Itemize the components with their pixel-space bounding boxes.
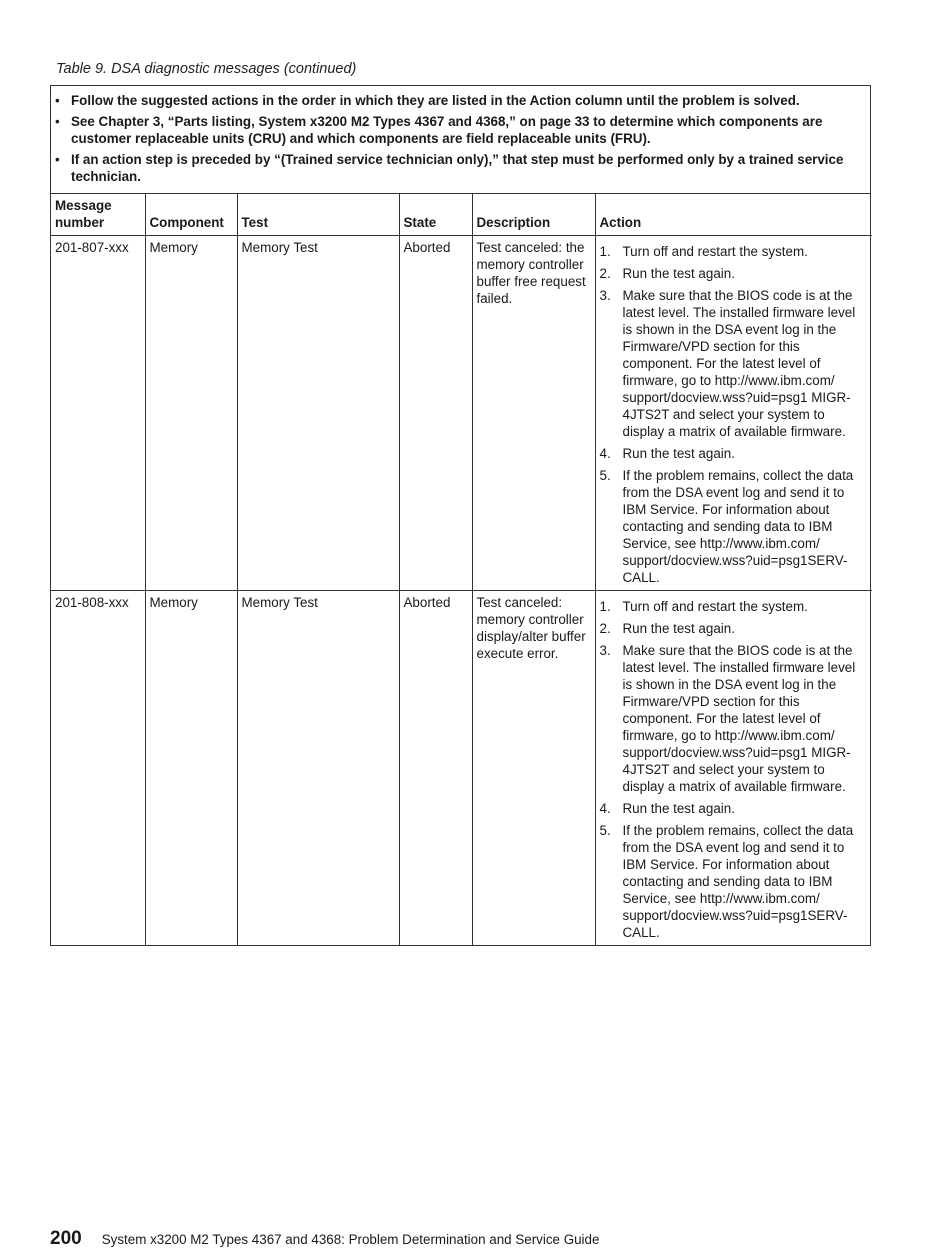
step-text: Turn off and restart the system. (622, 244, 808, 259)
header-state: State (399, 194, 472, 236)
message-number-cell: 201-808-xxx (51, 591, 145, 946)
instruction-item: • Follow the suggested actions in the order in which they are listed in the Action column until the problem is solved. (55, 92, 860, 109)
action-step (600, 642, 867, 795)
diagnostic-table-frame (50, 85, 871, 946)
step-number: 3. (599, 288, 611, 303)
step-number: 5. (599, 823, 611, 838)
step-text: Run the test again. (622, 446, 735, 461)
state-cell: Aborted (399, 236, 472, 591)
component-cell: Memory (145, 591, 237, 946)
step-number: 1. (599, 599, 611, 614)
step-number: 2. (599, 266, 611, 281)
step-number: 3. (599, 643, 611, 658)
description-cell: Test canceled: memory controller display/alter buffer execute error. (472, 591, 595, 946)
action-step (600, 598, 867, 615)
action-step (600, 287, 867, 440)
action-cell (595, 236, 872, 591)
message-number-cell: 201-807-xxx (51, 236, 145, 591)
table-header-row (51, 194, 872, 236)
header-description: Description (472, 194, 595, 236)
test-cell: Memory Test (237, 591, 399, 946)
table-row (51, 236, 872, 591)
action-steps (600, 598, 867, 941)
diagnostic-messages-table (51, 194, 872, 945)
page-number: 200 (50, 1228, 82, 1249)
action-cell (595, 591, 872, 946)
header-action: Action (595, 194, 872, 236)
step-number: 2. (599, 621, 611, 636)
step-text: Run the test again. (622, 266, 735, 281)
table-row (51, 591, 872, 946)
header-message-number: Message number (51, 194, 145, 236)
action-steps (600, 243, 867, 586)
step-text: If the problem remains, collect the data from the DSA event log and send it to IBM Service. For information about contacting and sending data to IBM Service, see http://www.ibm.com/ support/docview.wss?uid=psg1SERV-CALL. (622, 823, 854, 940)
instructions-list (51, 86, 870, 194)
test-cell: Memory Test (237, 236, 399, 591)
action-step (600, 243, 867, 260)
instruction-item: • See Chapter 3, “Parts listing, System x3200 M2 Types 4367 and 4368,” on page 33 to determine which components are customer replaceable units (CRU) and which components are field replaceable units (FRU). (55, 113, 860, 147)
step-text: Make sure that the BIOS code is at the latest level. The installed firmware level is shown in the DSA event log in the Firmware/VPD section for this component. For the latest level of firmware, go to http://www.ibm.com/ support/docview.wss?uid=psg1 MIGR-4JTS2T and select your system to display a matrix of available firmware. (622, 643, 856, 794)
step-text: Make sure that the BIOS code is at the latest level. The installed firmware level is shown in the DSA event log in the Firmware/VPD section for this component. For the latest level of firmware, go to http://www.ibm.com/ support/docview.wss?uid=psg1 MIGR-4JTS2T and select your system to display a matrix of available firmware. (622, 288, 856, 439)
header-component: Component (145, 194, 237, 236)
action-step (600, 467, 867, 586)
instruction-item: • If an action step is preceded by “(Trained service technician only),” that step must be performed only by a trained service technician. (55, 151, 860, 185)
page-footer (50, 1228, 599, 1250)
action-step (600, 265, 867, 282)
step-text: Run the test again. (622, 801, 735, 816)
step-text: If the problem remains, collect the data from the DSA event log and send it to IBM Service. For information about contacting and sending data to IBM Service, see http://www.ibm.com/ support/docview.wss?uid=psg1SERV-CALL. (622, 468, 854, 585)
action-step (600, 822, 867, 941)
state-cell: Aborted (399, 591, 472, 946)
table-caption: Table 9. DSA diagnostic messages (continued) (56, 61, 357, 77)
footer-title: System x3200 M2 Types 4367 and 4368: Problem Determination and Service Guide (101, 1232, 600, 1247)
action-step (600, 800, 867, 817)
step-number: 4. (599, 801, 611, 816)
description-cell: Test canceled: the memory controller buffer free request failed. (472, 236, 595, 591)
action-step (600, 620, 867, 637)
action-step (600, 445, 867, 462)
header-test: Test (237, 194, 399, 236)
step-number: 5. (599, 468, 611, 483)
step-number: 1. (599, 244, 611, 259)
step-text: Run the test again. (622, 621, 735, 636)
step-number: 4. (599, 446, 611, 461)
component-cell: Memory (145, 236, 237, 591)
step-text: Turn off and restart the system. (622, 599, 808, 614)
